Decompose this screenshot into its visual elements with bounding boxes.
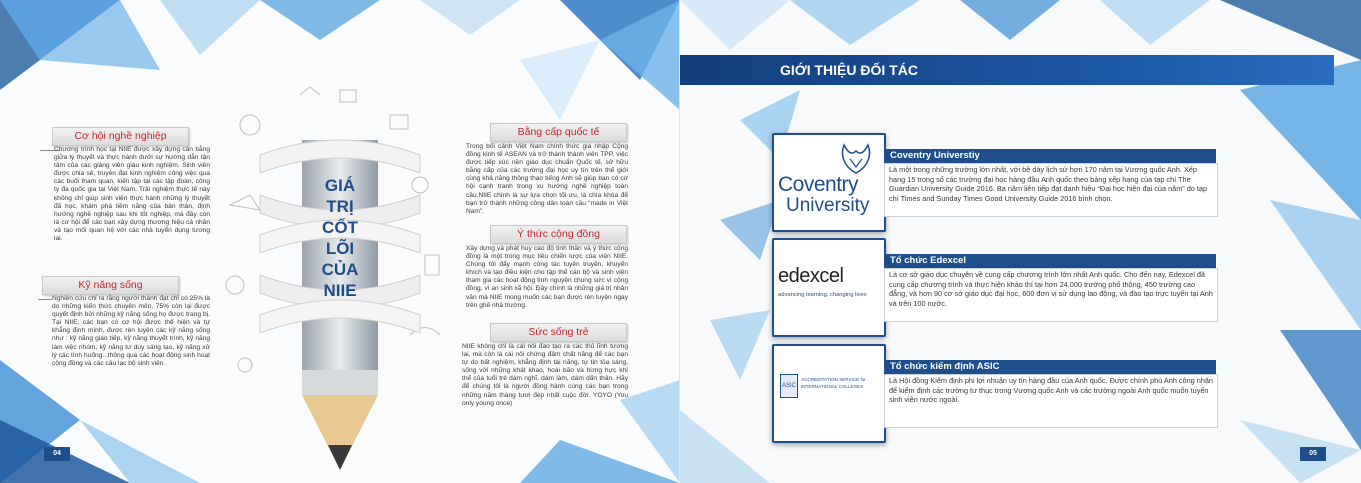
core-values-title [310, 175, 370, 301]
community-heading: Ý thức cộng đồng [490, 225, 627, 244]
right-page [680, 0, 1361, 483]
core-values-line: LÕI [325, 239, 355, 258]
partner-description: Là một trong những trường lớn nhất, với bề dày lịch sử hơn 170 năm tại Vương quốc Anh. Xếp hạng 15 trong số các trường đại học hàng đầu Anh quốc theo bảng xếp hạng của tạp chí The Guardian University Guide 2016. Ba năm liên tiếp đạt danh hiệu “Đại học hiện đại của năm” do tạp chí Times and Sunday Times Good University Guide 2016 bình chọn. [884, 163, 1218, 217]
partner-description: Là cơ sở giáo dục chuyên về cung cấp chương trình lớn nhất Anh quốc. Cho đến nay, Edexcel đã cung cấp chương trình và thực hiện khảo thí tại hơn 24.000 trường phổ thông, 450 trường cao đẳng, và hơn 90 cơ sở giáo dục đại học, 600 đơn vị sử dụng lao động, và đào tạo trực tuyến tại Anh và trên 100 nước. [884, 268, 1218, 322]
core-values-line: CỦA [321, 260, 359, 279]
core-values-line: GIÁ [324, 176, 356, 195]
left-page [0, 0, 680, 483]
life-skills-heading: Kỹ năng sống [42, 276, 179, 295]
community-text: Xây dựng và phát huy cao độ tinh thần và ý thức cộng đồng là một trong mục tiêu chiến lược của viện NIIE. Chúng tôi đẩy mạnh công tác tuyên truyền, khuyến khích và tạo điều kiện cho tập thể cán bộ và sinh viên tham gia các hoạt động tình nguyện chung sức vì cộng đồng, vì an sinh xã hội. Đây chính là những giá trị nhân văn mà NIIE mong muốn các bạn được rèn luyện ngay trên ghế nhà trường. [466, 245, 628, 309]
partner-title: Tổ chức Edexcel [884, 254, 1216, 268]
partner-title: Coventry Universtiy [884, 149, 1216, 163]
core-values-line: TRỊ [326, 197, 354, 216]
career-text: Chương trình học tại NIIE được xây dựng cân bằng giữa lý thuyết và thực hành dưới sự hướng dẫn tận tâm của các giảng viên giàu kinh nghiệm. Sinh viên được chia sẻ, truyền đạt kinh nghiệm công việc qua các buổi tham quan, kiến tập tại các tập đoàn, công ty đa quốc gia tại Việt Nam. Trải nghiệm thực tế này không chỉ giúp sinh viên thực hành những lý thuyết đã học, khám phá tiềm năng của bản thân, định hướng nghề nghiệp sau khi tốt nghiệp, mà đây còn là cơ hội để các bạn xây dựng thương hiệu cá nhân và tạo mối quan hệ với các nhà tuyển dụng tương lai. [54, 146, 210, 243]
edexcel-wordmark: edexcel [778, 265, 844, 287]
career-heading: Cơ hội nghề nghiệp [52, 127, 189, 146]
edexcel-tagline: advancing learning, changing lives [778, 292, 867, 298]
asic-logo [772, 344, 886, 443]
intl-degree-text: Trong bối cảnh Việt Nam chính thức gia nhập Cộng đồng kinh tế ASEAN và trở thành thành viên TPP, việc được tiếp xúc nền giáo dục chuẩn Quốc tế, sở hữu bằng cấp của các trường đại học uy tín trên thế giới cùng khả năng thông thạo tiếng Anh sẽ giúp bạn có cơ hội cạnh tranh trong xu hướng nghề nghiệp toàn cầu.NIIE chính là sự lựa chọn tối ưu, là chìa khóa để bạn trở thành những công dân toàn cầu “made in Việt Nam”. [466, 143, 628, 215]
partners-banner [680, 55, 1334, 85]
core-values-line: CỐT [322, 218, 358, 237]
asic-wordmark: ACCREDITATION SERVICE for INTERNATIONAL COLLEGES [801, 377, 866, 389]
coventry-wordmark: Coventry [778, 173, 859, 196]
phoenix-icon [836, 141, 876, 175]
coventry-logo [772, 133, 886, 232]
page-number: 05 [1300, 447, 1326, 461]
youth-heading: Sức sống trẻ [490, 323, 627, 342]
intl-degree-heading: Bằng cấp quốc tế [490, 123, 627, 142]
leader-line [38, 299, 52, 300]
coventry-wordmark-sub: University [786, 195, 870, 216]
partner-title: Tổ chức kiểm định ASIC [884, 360, 1216, 374]
life-skills-text: Nghiên cứu chỉ ra rằng người thành đạt chỉ có 25% là do những kiến thức chuyên môn, 75% còn lại được quyết định bởi những kỹ năng sống họ được trang bị. Tại NIIE, các bạn có cơ hội được thể hiện và tự khẳng định mình, được rèn luyện các kỹ năng sống như : kỹ năng giao tiếp, kỹ năng thuyết trình, kỹ năng làm việc nhóm, kỹ năng tư duy sáng tạo, kỹ năng xử lý các tình huống...thông qua các hoạt động sinh hoạt cộng đồng và các câu lạc bộ sinh viên. [52, 295, 210, 367]
core-values-line: NIIE [323, 281, 357, 300]
page-number: 04 [44, 447, 70, 461]
youth-text: NIIE không chỉ là cái nôi đào tạo ra các thủ lĩnh tương lai, mà còn là cái nôi chứng đậm chất năng để các bạn tự do bất nghiệm, khẳng định tài năng, tự tin tỏa sáng, sống với những khát khao, hoài bão và hừng hực khí thế của tuổi trẻ dám nghĩ, dám làm, dám dấn thân. Hãy để chúng tôi là người đồng hành cùng các bạn trong những năm tháng tươi đẹp nhất cuộc đời. YOYO (You only young once) [462, 343, 628, 407]
banner-title: GIỚI THIỆU ĐỐI TÁC [780, 62, 918, 78]
asic-mark: ASIC [780, 374, 798, 398]
partner-description: Là Hội đồng Kiểm định phi lợi nhuận uy tín hàng đầu của Anh quốc. Được chính phủ Anh công nhận để kiểm định các trường tư thục trong Vương quốc Anh và các trường ngoài Anh quốc muốn tuyển sinh viên nước ngoài. [884, 374, 1218, 428]
edexcel-logo [772, 238, 886, 337]
